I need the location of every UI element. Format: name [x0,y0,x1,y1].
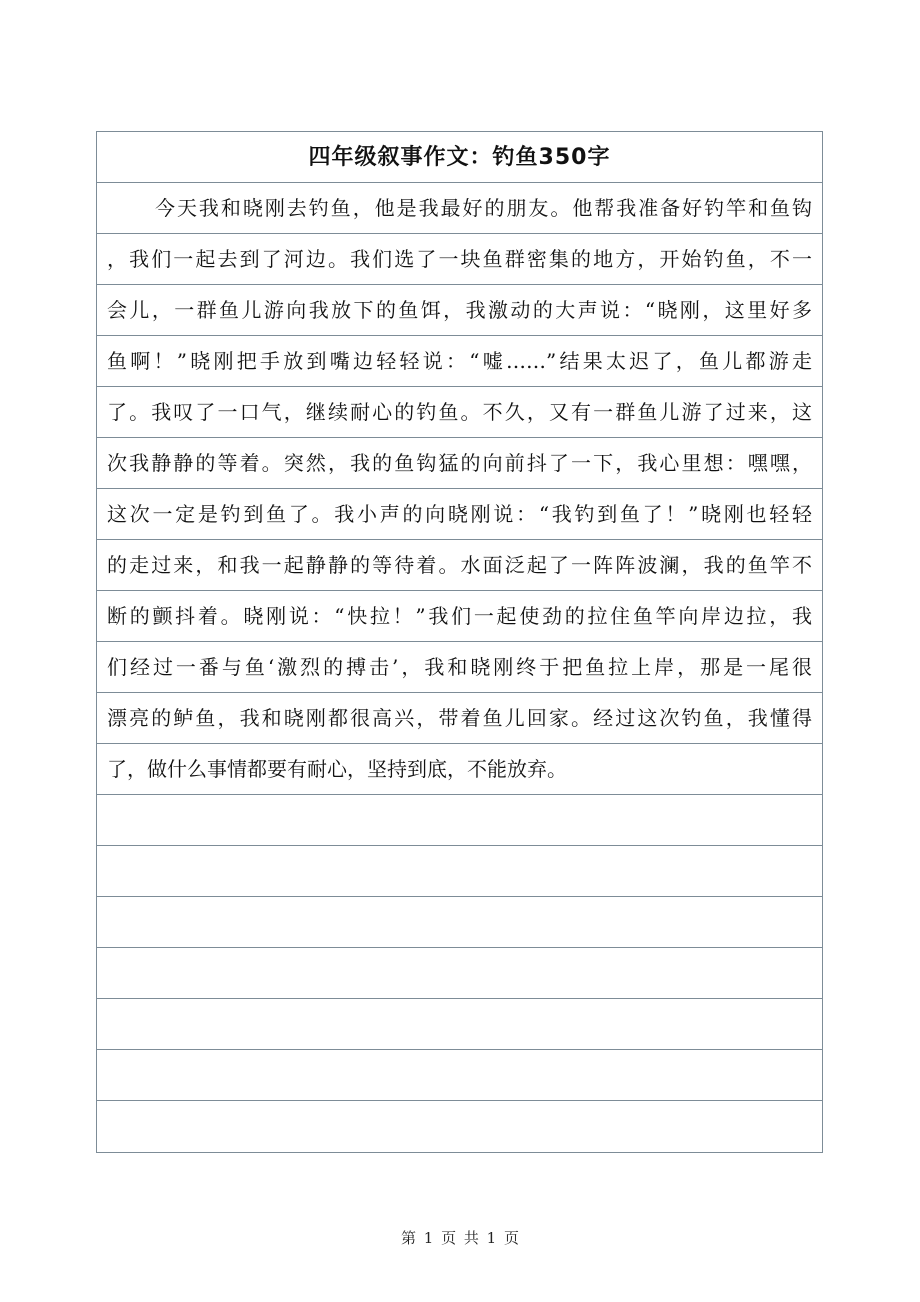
essay-line-text: 了，做什么事情都要有耐心，坚持到底，不能放弃。 [107,757,567,781]
empty-line [97,897,822,948]
empty-line [97,1101,822,1152]
essay-line-11 [97,693,822,744]
essay-line-2 [97,234,822,285]
essay-line-text: 的走过来，和我一起静静的等待着。水面泛起了一阵阵波澜，我的鱼竿不 [107,553,812,577]
essay-title: 四年级叙事作文：钓鱼350字 [308,145,611,170]
essay-line-10 [97,642,822,693]
essay-line-1 [97,183,822,234]
empty-line [97,846,822,897]
essay-line-4 [97,336,822,387]
essay-line-5 [97,387,822,438]
empty-line [97,948,822,999]
essay-sheet [96,131,823,1153]
essay-line-text: 鱼啊！”晓刚把手放到嘴边轻轻说：“嘘……”结果太迟了，鱼儿都游走 [107,349,812,373]
essay-line-7 [97,489,822,540]
essay-line-text: 漂亮的鲈鱼，我和晓刚都很高兴，带着鱼儿回家。经过这次钓鱼，我懂得 [107,706,812,730]
essay-line-6 [97,438,822,489]
essay-line-text: 次我静静的等着。突然，我的鱼钩猛的向前抖了一下，我心里想：嘿嘿， [107,451,812,475]
empty-line [97,1050,822,1101]
essay-title-row [97,132,822,183]
essay-line-3 [97,285,822,336]
essay-line-text: 们经过一番与鱼‘激烈的搏击’，我和晓刚终于把鱼拉上岸，那是一尾很 [107,655,812,679]
essay-line-text: 会儿，一群鱼儿游向我放下的鱼饵，我激动的大声说：“晓刚，这里好多 [107,298,812,322]
essay-line-text: ，我们一起去到了河边。我们选了一块鱼群密集的地方，开始钓鱼，不一 [107,247,812,271]
essay-line-9 [97,591,822,642]
essay-line-12 [97,744,822,795]
empty-line [97,999,822,1050]
essay-line-text: 了。我叹了一口气，继续耐心的钓鱼。不久，又有一群鱼儿游了过来，这 [107,400,812,424]
essay-line-text: 断的颤抖着。晓刚说：“快拉！”我们一起使劲的拉住鱼竿向岸边拉，我 [107,604,812,628]
page-number: 第 1 页 共 1 页 [401,1229,519,1247]
essay-line-text: 这次一定是钓到鱼了。我小声的向晓刚说：“我钓到鱼了！”晓刚也轻轻 [107,502,812,526]
essay-line-text: 今天我和晓刚去钓鱼，他是我最好的朋友。他帮我准备好钓竿和鱼钩 [155,196,812,220]
essay-line-8 [97,540,822,591]
empty-line [97,795,822,846]
